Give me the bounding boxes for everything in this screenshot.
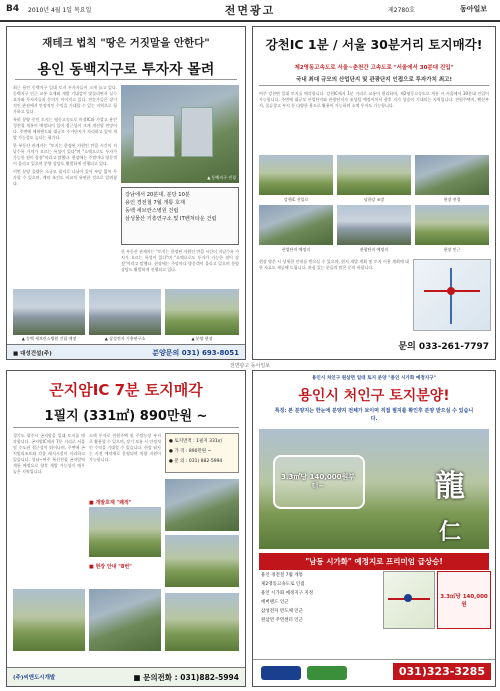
ad2-photo-label: 강천IC 진입로 [283,197,309,202]
logo-icon [307,666,347,680]
ad2-subhead-2: 국내 최대 규모의 산업단지 및 관광단지 인접으로 투자가치 최고! [296,77,452,83]
newspaper-name: 동아일보 [460,5,488,13]
ad1-body-col1: 최근 용인 동백지구 일대 토지 투자자들이 크게 늘고 있다. 동백지구 인근 교통 호재와 개발 기대감이 맞물리면서 실수요자와 투자자들의 문의가 이어지고 있다. 전문가들은 장기적인 관점에서 안정적인 수익을 기대할 수 있는 지역으로 평가하고 있다. 특히 분양 중인 토지는 영동고속도로 마성IC와 가깝고 용인 경전철 개통이 예정되어 있어 접근성이 크게 개선될 전망이다. 주변에 에버랜드와 대규모 주거단지가 자리하고 있어 개발 가능성도 높다는 평가다. 한 부동산 관계자는 "토지는 한정된 자원인 만큼 시간이 지날수록 가치가 오르는 특성이 있다"며 "소액으로도 투자가 가능한 점이 장점"이라고 말했다. 현장에는 주말마다 방문객이 몰리고 있으며 분양 상담도 활발하게 진행되고 있다. 이번 분양 물량은 소규모 필지로 나뉘어 있어 부담 없이 투자할 수 있으며, 계약 조건도 비교적 유연한 것으로 알려졌다. [13,85,117,186]
info-item: ● 가 격 : 890만원 ~ [169,449,212,454]
ad1-main-photo [121,85,239,183]
ad4-top-line: 용인시 처인구 원삼면 일대 토지 분양 "용인 시가화 예정지구" [311,376,437,381]
issue-date: 2010년 4월 1일 목요일 [28,7,92,14]
ad2-body: 여주 강천면 일대 토지를 매각합니다. 강천IC에서 1분 거리로 교통이 편리하며, 제2영동고속도로 개통 시 서울에서 30분대 진입이 가능합니다. 주변에 대규모 산업단지와 관광단지가 조성될 예정이어서 향후 지가 상승이 기대되는 지역입니다. 전원주택지, 펜션부지, 물류창고 부지 등 다양한 용도로 활용이 가능하며 소액 투자도 가능합니다. [259,91,489,108]
river-line [450,268,452,324]
ad1-phone: 분양문의 031) 693-8051 [152,349,239,357]
price-box-value: 3.3㎡당 140,000원 [440,594,488,608]
ad2-headline: 강천IC 1분 / 서울 30분거리 토지매각! [265,37,483,52]
ad1-body-col2: 한 부동산 관계자는 "토지는 한정된 자원인 만큼 시간이 지날수록 가치가 오르는 특성이 있다"며 "소액으로도 투자가 가능한 점이 장점"이라고 말했다. 현장에는 주말마다 방문객이 몰리고 있으며 분양 상담도 활발하게 진행되고 있다. [121,249,239,272]
list-item: 용인 시가화 예정지구 지정 [261,591,314,596]
ad3-photo-6 [165,593,239,651]
ad1-photo-hospital [13,289,85,335]
list-item: 에버랜드 인근 [261,600,289,605]
page-header [0,0,500,22]
ad4-aerial-photo [259,429,489,549]
ad3-company: (주)씨앤도시개발 [13,675,56,681]
ad3-photo-3 [165,535,239,587]
ad1-photo-site [165,289,239,335]
ad3-footer [7,667,245,687]
bullet-item: 강남에서 20분대, 분당 10분 [125,192,190,198]
ad2-photo-3 [415,155,489,195]
issue-number: 제2780호 [388,7,415,14]
price-callout: 3.3㎡당 140,000원부터~ [280,473,355,490]
ad-gonjiam-ic [6,370,246,687]
ad4-footer [253,659,495,687]
divider [13,427,239,428]
bullet-item: 용인 경전철 7월 개통 호재 [125,200,186,206]
ad1-kicker: 재테크 법칙 "땅은 거짓말을 안한다" [42,37,210,49]
ad-yongin-cheoin [252,370,496,687]
ad2-phone: 문의 033-261-7797 [398,342,489,352]
list-item: 원삼면 주민센터 인근 [261,618,303,623]
ad2-photo-label: 산업단지 예정지 [281,247,311,252]
ad1-bullet-box [121,187,239,245]
ad3-photo-4 [13,589,85,651]
info-item: ● 토지면적 : 1필지 331㎡ [169,439,223,444]
divider [15,79,237,80]
ad3-price-line: 1필지 (331㎡) 890만원 ~ [44,409,208,424]
ad4-map [383,571,435,629]
site-marker-icon [447,287,455,295]
ad3-body-2: 소액 투자로 전원주택 및 주말농장 부지로 활용할 수 있으며, 장기 보유 시 안정적인 수익을 기대할 수 있습니다. 현장 답사는 사전 예약제로 운영되며 차량 지원이 가능합니다. [89,433,161,462]
ad1-footer [7,344,245,360]
ad3-section-1: ■ 개발호재 "쾌적" [89,500,132,506]
bullet-item: 동백 세브란스병원 건립 [125,208,179,214]
ad3-photo-1 [89,507,161,557]
ad3-info-box [165,433,239,473]
caption-site: ▲ 분양 현장 [191,336,213,341]
location-map [413,259,491,331]
ad2-photo-2 [337,155,411,195]
list-item: 제2영동고속도로 인접 [261,582,305,587]
ad1-photo-samsung [89,289,161,335]
ad4-phone: 031)323-3285 [393,663,491,680]
info-item: ● 문 의 : 031) 882-5994 [169,459,223,464]
list-item: 삼성전자 반도체 인근 [261,609,303,614]
ad2-photo-4 [259,205,333,245]
ad3-photo-5 [89,589,161,651]
ad3-phone: ■ 문의전화 : 031)882-5994 [133,673,239,682]
ad-gangcheon-ic [252,26,496,360]
ad2-photo-6 [415,205,489,245]
ad2-photo-5 [337,205,411,245]
ad4-sub: 특징: 본 분양지는 한눈에 분양지 전체가 보이며 직접 필지를 확인후 분양 받으실 수 있습니다. [274,408,474,422]
ad4-banner: "남동 시가화" 예정지로 프리미엄 급상승! [259,553,489,570]
ad2-subhead-1: 제2영동고속도로 서울~춘천간 고속도로 "서울에서 30분대 진입" [294,65,454,71]
caption-hospital: ▲ 동백 세브란스병원 건립 예정 [21,336,77,341]
ad2-photo-label: 현장 전경 [443,197,461,202]
site-marker-icon [404,594,412,602]
ad2-photo-1 [259,155,333,195]
caption-samsung: ▲ 삼성전자 기흥연구소 [104,336,146,341]
building-shape [181,107,213,157]
logo-icon [261,666,301,680]
ad2-photo-label: 남한강 조망 [363,197,385,202]
footer-strip: 전면광고 동아일보 [229,363,271,369]
page-number: B4 [6,4,20,14]
list-item: 용인 경전철 7월 개통 [261,573,303,578]
ad4-price-box [437,571,491,629]
ad3-photo-2 [165,479,239,531]
section-title: 전면광고 [224,4,276,17]
bullet-item: 삼성물산 기흥연구소 및 IT벤처타운 건립 [125,216,217,222]
building-shape [133,115,175,157]
ad3-body: 경기도 광주시 곤지암읍 일대 토지를 매각합니다. 곤지암IC에서 7분 거리로 서울 및 수도권 접근성이 뛰어나며, 주변에 곤지암리조트와 각종 레저시설이 자리하고 있습니다. 성남~여주 복선전철 곤지암역 개통 예정으로 향후 개발 가능성이 매우 높은 지역입니다. [13,433,85,474]
big-char-1: 龍 [435,469,465,504]
divider [259,85,489,86]
ad3-section-2: ■ 현장 안내 "8번" [89,564,132,570]
ad4-list [261,571,379,625]
ad2-body-2: 현장 방문 시 상세한 안내를 받으실 수 있으며, 현지 개발 계획 및 토지 이용 계획에 대한 자료도 제공해 드립니다. 관심 있는 분들의 많은 문의 바랍니다. [259,259,409,270]
ad4-headline: 용인시 처인구 토지분양! [298,388,450,404]
ad1-headline: 용인 동백지구로 투자자 몰려 [37,62,215,78]
ad2-photo-label: 관광단지 예정지 [359,247,389,252]
ad3-headline: 곤지암IC 7분 토지매각 [49,381,203,399]
photo-caption: ▲ 동백지구 전경 [207,175,236,180]
ad1-company: ■ 대성건설(주) [13,351,52,357]
ad-yongin-dongbaek [6,26,246,360]
big-char-2: 仁 [439,519,462,545]
ad2-photo-label: 현장 인근 [443,247,461,252]
